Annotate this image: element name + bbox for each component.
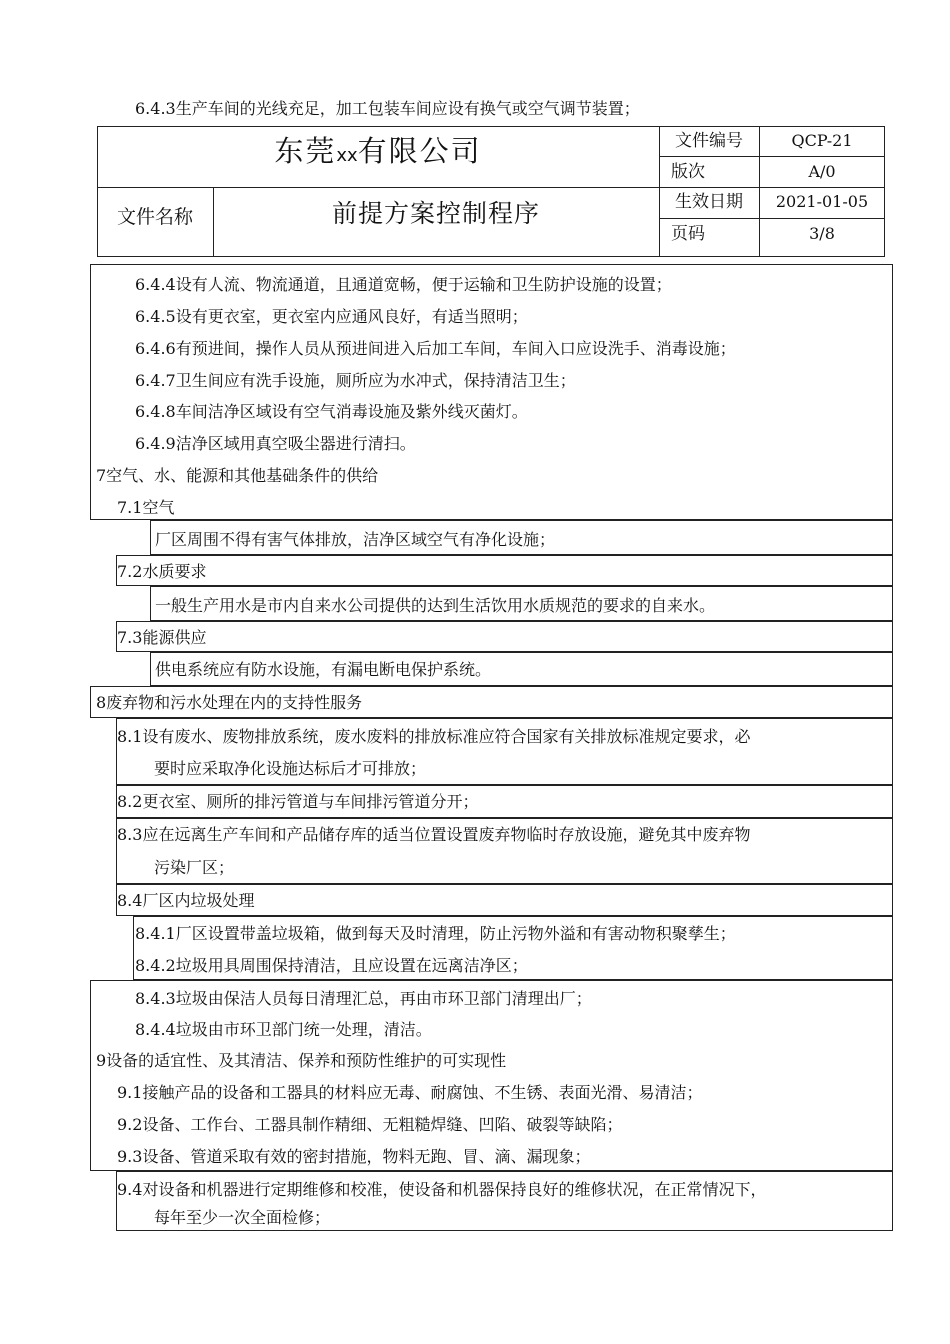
section-9-4-line-2: 每年至少一次全面检修； <box>154 1208 331 1227</box>
section-7-1-heading: 7.1空气 <box>117 498 175 517</box>
section-9-heading: 9设备的适宜性、及其清洁、保养和预防性维护的可实现性 <box>96 1051 507 1070</box>
section-8-heading: 8废弃物和污水处理在内的支持性服务 <box>96 693 363 712</box>
file-name-label: 文件名称 <box>116 206 193 228</box>
field-value-revision: A/0 <box>808 162 836 181</box>
section-8-3-line-2: 污染厂区； <box>154 858 235 877</box>
section-8-4-heading: 8.4厂区内垃圾处理 <box>117 891 255 910</box>
section-7-heading: 7空气、水、能源和其他基础条件的供给 <box>96 466 379 485</box>
section-7-3-heading: 7.3能源供应 <box>117 628 207 647</box>
company-name: 东莞xx有限公司 <box>274 134 482 168</box>
section-8-4-3: 8.4.3垃圾由保洁人员每日清理汇总，再由市环卫部门清理出厂； <box>135 989 592 1008</box>
paragraph-6-4-8: 6.4.8车间洁净区域设有空气消毒设施及紫外线灭菌灯。 <box>135 402 528 421</box>
field-label-doc-number: 文件编号 <box>675 131 743 151</box>
paragraph-6-4-9: 6.4.9洁净区域用真空吸尘器进行清扫。 <box>135 434 416 453</box>
header-divider <box>97 187 659 188</box>
section-9-1: 9.1接触产品的设备和工器具的材料应无毒、耐腐蚀、不生锈、表面光滑、易清洁； <box>117 1083 703 1102</box>
section-8-3-line-1: 8.3应在远离生产车间和产品储存库的适当位置设置废弃物临时存放设施，避免其中废弃物 <box>117 825 751 844</box>
header-divider <box>659 156 885 157</box>
header-divider <box>659 187 885 188</box>
section-8-4-1: 8.4.1厂区设置带盖垃圾箱，做到每天及时清理，防止污物外溢和有害动物积聚孳生； <box>135 924 736 943</box>
frame-box <box>116 555 893 586</box>
section-8-4-4: 8.4.4垃圾由市环卫部门统一处理，清洁。 <box>135 1020 432 1039</box>
frame-box <box>116 621 893 652</box>
top-paragraph-6-4-3: 6.4.3生产车间的光线充足，加工包装车间应设有换气或空气调节装置； <box>135 99 640 118</box>
paragraph-6-4-7: 6.4.7卫生间应有洗手设施，厕所应为水冲式，保持清洁卫生； <box>135 371 576 390</box>
paragraph-6-4-5: 6.4.5设有更衣室，更衣室内应通风良好，有适当照明； <box>135 307 528 326</box>
section-8-2: 8.2更衣室、厕所的排污管道与车间排污管道分开； <box>117 792 479 811</box>
section-7-2-heading: 7.2水质要求 <box>117 562 207 581</box>
header-divider <box>659 218 885 219</box>
section-7-2-text: 一般生产用水是市内自来水公司提供的达到生活饮用水质规范的要求的自来水。 <box>155 596 716 615</box>
section-9-4-line-1: 9.4对设备和机器进行定期维修和校准，使设备和机器保持良好的维修状况，在正常情况下， <box>117 1180 767 1199</box>
section-8-1-line-1: 8.1设有废水、废物排放系统，废水废料的排放标准应符合国家有关排放标准规定要求，必 <box>117 727 751 746</box>
field-label-effective-date: 生效日期 <box>675 192 743 212</box>
field-value-doc-number: QCP-21 <box>791 131 853 150</box>
document-title: 前提方案控制程序 <box>331 199 540 228</box>
paragraph-6-4-6: 6.4.6有预进间，操作人员从预进间进入后加工车间，车间入口应设洗手、消毒设施； <box>135 339 736 358</box>
section-7-1-text: 厂区周围不得有害气体排放，洁净区域空气有净化设施； <box>155 530 556 549</box>
field-label-page: 页码 <box>671 224 705 244</box>
section-8-1-line-2: 要时应采取净化设施达标后才可排放； <box>154 759 427 778</box>
paragraph-6-4-4: 6.4.4设有人流、物流通道，且通道宽畅，便于运输和卫生防护设施的设置； <box>135 275 672 294</box>
field-value-effective-date: 2021-01-05 <box>775 192 869 211</box>
section-7-3-text: 供电系统应有防水设施，有漏电断电保护系统。 <box>155 660 492 679</box>
section-8-4-2: 8.4.2垃圾用具周围保持清洁，且应设置在远离洁净区； <box>135 956 528 975</box>
section-9-3: 9.3设备、管道采取有效的密封措施，物料无跑、冒、滴、漏现象； <box>117 1147 591 1166</box>
section-9-2: 9.2设备、工作台、工器具制作精细、无粗糙焊缝、凹陷、破裂等缺陷； <box>117 1115 623 1134</box>
field-value-page: 3/8 <box>809 224 835 243</box>
field-label-revision: 版次 <box>671 162 705 182</box>
